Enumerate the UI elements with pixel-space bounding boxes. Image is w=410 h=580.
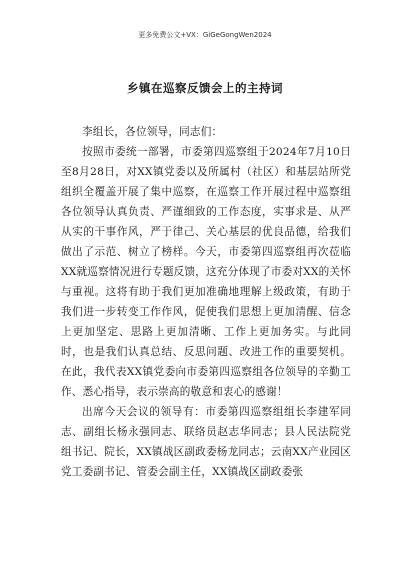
document-body (61, 122, 351, 482)
document-title: 乡镇在巡察反馈会上的主持词 (127, 81, 283, 95)
header-note: 更多免费公文+VX：GiGeGongWen2024 (138, 31, 272, 39)
greeting: 李组长，各位领导，同志们： (82, 126, 223, 138)
paragraph-1: 按照市委统一部署，市委第四巡察组于2024年7月10日至8月28日，对XX镇党委以及所属村（社区）和基层站所党组织全覆盖开展了集中巡察，在巡察工作开展过程中巡察组各位领导认真负责、严谨细致的工作态度，实事求是、从严从实的干事作风，严于律己、关心基层的优良品德，给我们做出了示范、树立了榜样。今天，市委第四巡察组再次莅临XX就巡察情况进行专题反馈，这充分体现了市委对XX的关怀与重视。这将有助于我们更加准确地理解上级政策，有助于我们进一步转变工作作风，促使我们思想上更加清醒、信念上更加坚定、思路上更加清晰、工作上更加务实。与此同时，也是我们认真总结、反思问题、改进工作的重要契机。在此，我代表XX镇党委向市委第四巡察组各位领导的辛勤工作、悉心指导，表示崇高的敬意和衷心的感谢！ (61, 146, 352, 398)
paragraph-2: 出席今天会议的领导有：市委第四巡察组组长李建军同志、副组长杨永强同志、联络员赵志华同志；县人民法院党组书记、院长，XX镇战区副政委杨龙同志；云南XX产业园区党工委副书记、管委会副主任，XX镇战区副政委张 (61, 406, 352, 478)
